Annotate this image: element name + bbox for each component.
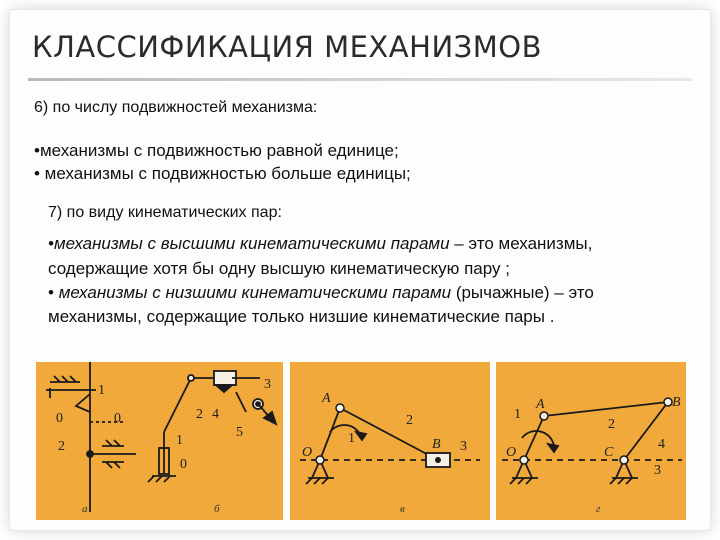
higher-pairs-diagram xyxy=(36,362,283,520)
figure-panel-crank-slider xyxy=(290,362,490,520)
label-link-3: 3 xyxy=(264,377,271,392)
higher-pairs-def: – это механизмы, xyxy=(449,234,593,253)
caption-a: а xyxy=(82,503,88,515)
section-7-heading: 7) по виду кинематических пар: xyxy=(48,204,282,221)
higher-pairs-term: •механизмы с высшими кинематическими парами xyxy=(48,234,450,253)
bullet-marker: • xyxy=(48,283,59,302)
bullet-higher-pairs-line2: содержащие хотя бы одну высшую кинематическую пару ; xyxy=(48,259,510,278)
label-slider: 3 xyxy=(460,439,467,454)
bullet-higher-pairs xyxy=(48,232,592,255)
label-joint-b: B xyxy=(432,437,441,452)
label-coupler-2: 2 xyxy=(608,417,615,432)
label-joint-b: B xyxy=(672,395,681,410)
figure-panel-higher-pairs xyxy=(36,362,283,520)
four-bar-diagram xyxy=(496,362,686,520)
label-connecting-rod: 2 xyxy=(406,413,413,428)
caption-g: г xyxy=(596,503,601,515)
cam-rod-mechanism xyxy=(46,362,136,512)
label-frame-0c: 0 xyxy=(180,457,187,472)
slide-title: КЛАССИФИКАЦИЯ МЕХАНИЗМОВ xyxy=(32,30,542,64)
label-pivot-o: O xyxy=(506,445,517,460)
label-frame-0b: 0 xyxy=(114,411,121,426)
linkage-mechanism xyxy=(148,371,276,482)
bullet-lower-pairs-line2: механизмы, содержащие только низшие кинематические пары . xyxy=(48,307,555,326)
section-6-heading: 6) по числу подвижностей механизма: xyxy=(34,99,318,116)
label-link-1b: 1 xyxy=(176,433,183,448)
label-link-2b: 2 xyxy=(196,407,203,422)
label-joint-a: A xyxy=(536,397,545,412)
label-joint-a: A xyxy=(322,391,331,406)
label-frame-0a: 0 xyxy=(56,411,63,426)
label-crank: 1 xyxy=(348,431,355,446)
figure-panel-four-bar xyxy=(496,362,686,520)
label-link-1a: 1 xyxy=(98,383,105,398)
crank-slider-diagram xyxy=(290,362,490,520)
label-link-2a: 2 xyxy=(58,439,65,454)
label-link-4: 4 xyxy=(212,407,219,422)
bullet-lower-pairs xyxy=(48,281,594,304)
caption-v: в xyxy=(400,503,405,515)
lower-pairs-def: (рычажные) – это xyxy=(451,283,594,302)
label-frame-3: 3 xyxy=(654,463,661,478)
bullet-dof-many: • механизмы с подвижностью больше единицы; xyxy=(34,164,411,183)
label-link-5: 5 xyxy=(236,425,243,440)
label-pivot-c: C xyxy=(604,445,614,460)
label-pivot-o: O xyxy=(302,445,313,460)
label-crank-1: 1 xyxy=(514,407,521,422)
label-rocker-4: 4 xyxy=(658,437,665,452)
title-divider xyxy=(28,78,692,81)
lower-pairs-term: механизмы с низшими кинематическими парами xyxy=(58,283,452,302)
mechanism-figures xyxy=(36,362,686,520)
caption-b: б xyxy=(214,503,220,515)
bullet-dof-one: •механизмы с подвижностью равной единице; xyxy=(34,141,399,160)
